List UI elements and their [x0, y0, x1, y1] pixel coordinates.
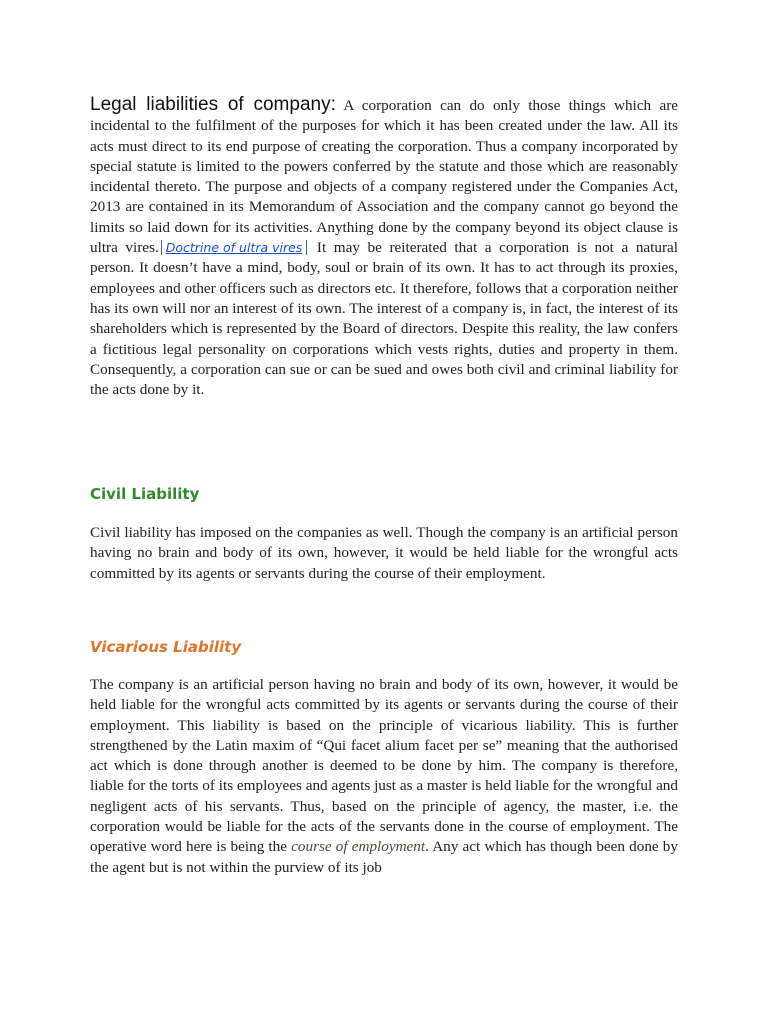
vicarious-liability-heading: Vicarious Liability: [90, 638, 242, 656]
section-lead-title: Legal liabilities of company:: [90, 94, 336, 115]
civil-liability-heading: Civil Liability: [90, 485, 200, 503]
intro-text-b: It may be reiterated that a corporation is not a natural person. It doesn’t have a mind, body, soul or brain of its own. It has to act through its proxies, employees and other officers such as directors etc. It therefore, follows that a corporation neither has its own will nor an interest of its own. The interest of a company is, in fact, the interest of its shareholders which is represented by the Board of directors. Despite this reality, the law confers a fictitious legal personality on corporations which vests rights, duties and property in them. Consequently, a corporation can sue or can be sued and owes both civil and criminal liability for the acts done by it.: [90, 239, 679, 399]
vicarious-section: [90, 675, 678, 878]
citation-link[interactable]: Doctrine of ultra vires: [161, 240, 308, 255]
course-of-employment-term: course of employment: [291, 838, 426, 856]
civil-paragraph: Civil liability has imposed on the companies as well. Though the company is an artificial person having no brain and body of its own, however, it would be held liable for the wrongful acts committed by its agents or servants during the course of their employment.: [90, 524, 678, 582]
intro-paragraph: [90, 95, 678, 400]
intro-text-a: A corporation can do only those things which are incidental to the fulfilment of the purposes for which it has been created under the law. All its acts must direct to its end purpose of creating the corporation. Thus a company incorporated by special statute is limited to the powers conferred by the statute and those which are reasonably incidental thereto. The purpose and objects of a company registered under the Companies Act, 2013 are contained in its Memorandum of Association and the company cannot go beyond the limits so laid down for its activities. Anything done by the company beyond its object clause is ultra vires.: [90, 97, 678, 257]
vicarious-text-a: The company is an artificial person having no brain and body of its own, however, it would be held liable for the wrongful acts committed by its agents or servants during the course of their employment. This liability is based on the principle of vicarious liability. This is further strengthened by the Latin maxim of “Qui facet alium facet per se” meaning that the authorised act which is done through another is deemed to be done by him. The company is therefore, liable for the torts of its employees and agents just as a master is held liable for the wrongful and negligent acts of his servants. Thus, based on the principle of agency, the master, i.e. the corporation would be liable for the acts of the servants done in the course of employment. The operative word here is being the: [90, 676, 678, 856]
intro-section: [90, 95, 678, 400]
vicarious-text-b: . Any act which has though been done by the agent but is not within the purview of its job: [90, 838, 678, 876]
vicarious-paragraph: [90, 675, 678, 878]
civil-section: [90, 523, 678, 584]
